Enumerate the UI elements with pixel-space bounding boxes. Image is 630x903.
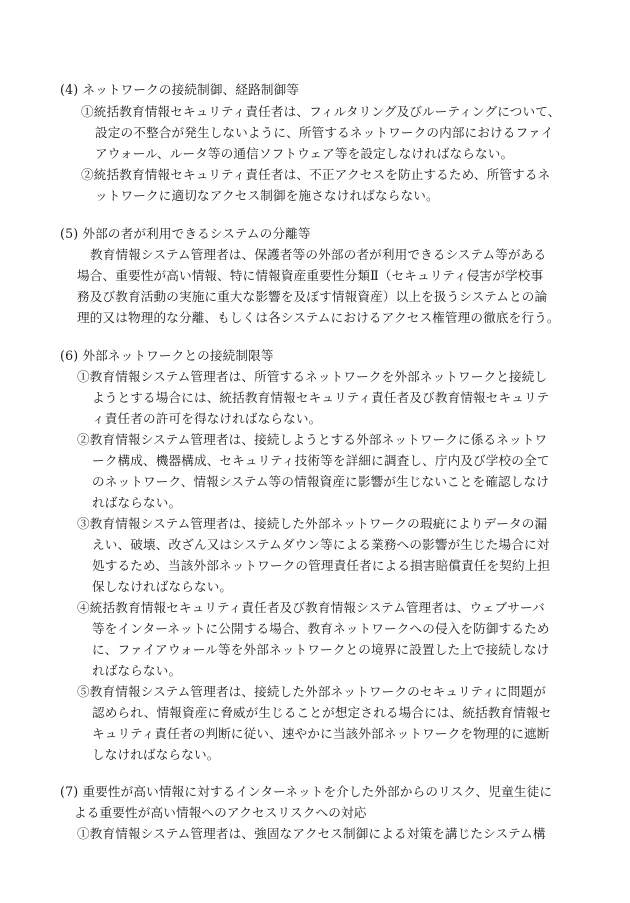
section-heading-continuation: よる重要性が高い情報へのアクセスリスクへの対応 — [74, 805, 367, 820]
section-heading: (7) 重要性が高い情報に対するインターネットを介した外部からのリスク、児童生徒に — [60, 784, 553, 799]
paragraph-line: ればならない。 — [92, 495, 182, 510]
paragraph-line: ーク構成、機器構成、セキュリティ技術等を詳細に調査し、庁内及び学校の全て — [92, 453, 550, 468]
paragraph-line: ①教育情報システム管理者は、強固なアクセス制御による対策を講じたシステム構 — [77, 826, 546, 841]
paragraph-line: ①教育情報システム管理者は、所管するネットワークを外部ネットワークと接続し — [77, 369, 548, 384]
paragraph-line: アウォール、ルータ等の通信ソフトウェア等を設定しなければならない。 — [95, 146, 514, 161]
paragraph-line: ットワークに適切なアクセス制御を施さなければならない。 — [95, 188, 439, 203]
paragraph-line: えい、破壊、改ざん又はシステムダウン等による業務への影響が生じた場合に対 — [92, 537, 550, 552]
section-heading: (5) 外部の者が利用できるシステムの分離等 — [60, 226, 311, 241]
paragraph-line: ればならない。 — [92, 663, 182, 678]
paragraph-line: 場合、重要性が高い情報、特に情報資産重要性分類Ⅱ（セキュリティ侵害が学校事 — [77, 268, 544, 283]
paragraph-line: 務及び教育活動の実施に重大な影響を及ぼす情報資産）以上を扱うシステムとの論 — [77, 289, 548, 304]
paragraph-line: キュリティ責任者の判断に従い、速やかに当該外部ネットワークを物理的に遮断 — [92, 726, 550, 741]
paragraph-line: のネットワーク、情報システム等の情報資産に影響が生じないことを確認しなけ — [92, 474, 550, 489]
paragraph-line: ②教育情報システム管理者は、接続しようとする外部ネットワークに係るネットワ — [77, 432, 548, 447]
paragraph-line: ④統括教育情報セキュリティ責任者及び教育情報システム管理者は、ウェブサーバ — [77, 600, 545, 615]
paragraph-line: ③教育情報システム管理者は、接続した外部ネットワークの瑕疵によりデータの漏 — [77, 516, 548, 531]
paragraph-line: 処するため、当該外部ネットワークの管理責任者による損害賠償責任を契約上担 — [92, 558, 551, 573]
paragraph-line: 等をインターネットに公開する場合、教育ネットワークへの侵入を防御するため — [92, 621, 550, 636]
paragraph-line: 設定の不整合が発生しないように、所管するネットワークの内部におけるファイ — [95, 125, 554, 140]
paragraph-line: 教育情報システム管理者は、保護者等の外部の者が利用できるシステム等がある — [90, 247, 547, 262]
paragraph-line: 理的又は物理的な分離、もしくは各システムにおけるアクセス権管理の徹底を行う。 — [77, 310, 560, 325]
paragraph-line: 保しなければならない。 — [92, 579, 233, 594]
paragraph-line: ②統括教育情報セキュリティ責任者は、不正アクセスを防止するため、所管するネ — [81, 167, 551, 182]
section-heading: (4) ネットワークの接続制御、経路制御等 — [60, 82, 300, 97]
paragraph-line: しなければならない。 — [92, 747, 220, 762]
section-heading: (6) 外部ネットワークとの接続制限等 — [60, 348, 274, 363]
paragraph-line: ⑤教育情報システム管理者は、接続した外部ネットワークのセキュリティに問題が — [77, 684, 546, 699]
paragraph-line: ①統括教育情報セキュリティ責任者は、フィルタリング及びルーティングについて、 — [81, 104, 561, 119]
paragraph-line: 認められ、情報資産に脅威が生じることが想定される場合には、統括教育情報セ — [92, 705, 552, 720]
paragraph-line: ようとする場合には、統括教育情報セキュリティ責任者及び教育情報セキュリテ — [92, 390, 550, 405]
paragraph-line: ィ責任者の許可を得なければならない。 — [92, 411, 322, 426]
paragraph-line: に、ファイアウォール等を外部ネットワークとの境界に設置した上で接続しなけ — [92, 642, 550, 657]
